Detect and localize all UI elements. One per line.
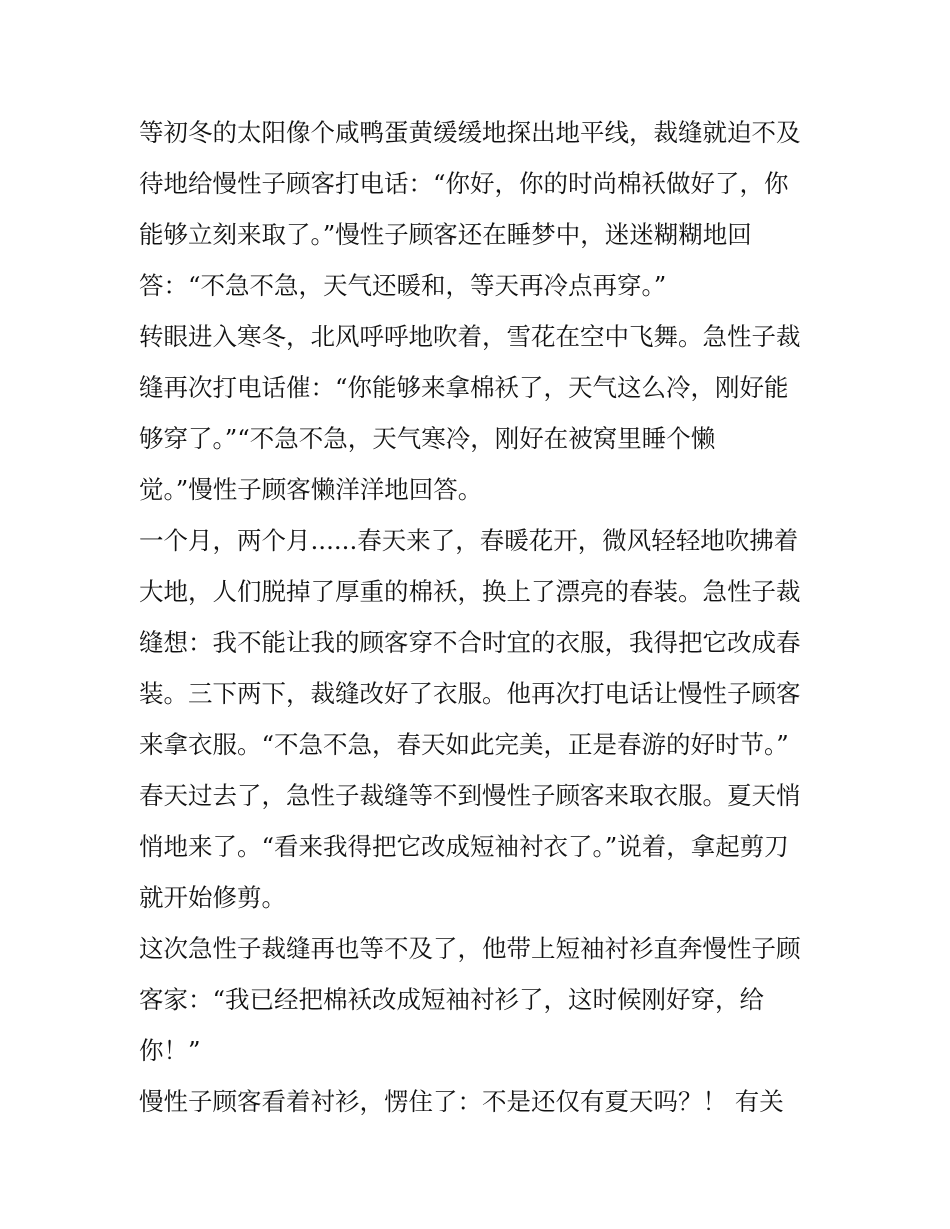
text-line: 等初冬的太阳像个咸鸭蛋黄缓缓地探出地平线，裁缝就迫不及 bbox=[139, 118, 801, 147]
text-line: 答：“不急不急，天气还暖和，等天再冷点再穿。” bbox=[139, 271, 667, 300]
text-line: 缝想：我不能让我的顾客穿不合时宜的衣服，我得把它改成春 bbox=[139, 628, 801, 657]
text-line: 待地给慢性子顾客打电话：“你好，你的时尚棉袄做好了，你 bbox=[139, 169, 789, 198]
text-line: 慢性子顾客看着衬衫，愣住了：不是还仅有夏天吗？！ 有关 bbox=[139, 1087, 784, 1116]
text-line: 悄地来了。“看来我得把它改成短袖衬衣了。”说着，拿起剪刀 bbox=[139, 832, 789, 861]
text-line: 春天过去了，急性子裁缝等不到慢性子顾客来取衣服。夏天悄 bbox=[139, 781, 801, 810]
text-line: 你！” bbox=[139, 1036, 201, 1065]
text-line: 够穿了。”“不急不急，天气寒冷，刚好在被窝里睡个懒 bbox=[139, 424, 716, 453]
text-line: 缝再次打电话催：“你能够来拿棉袄了，天气这么冷，刚好能 bbox=[139, 373, 789, 402]
text-line: 客家：“我已经把棉袄改成短袖衬衫了，这时候刚好穿，给 bbox=[139, 985, 765, 1014]
text-line: 大地，人们脱掉了厚重的棉袄，换上了漂亮的春装。急性子裁 bbox=[139, 577, 801, 606]
text-line: 一个月，两个月......春天来了，春暖花开，微风轻轻地吹拂着 bbox=[139, 526, 799, 555]
text-line: 觉。”慢性子顾客懒洋洋地回答。 bbox=[139, 475, 483, 504]
text-line: 转眼进入寒冬，北风呼呼地吹着，雪花在空中飞舞。急性子裁 bbox=[139, 322, 801, 351]
text-line: 这次急性子裁缝再也等不及了，他带上短袖衬衫直奔慢性子顾 bbox=[139, 934, 801, 963]
text-line: 来拿衣服。“不急不急，春天如此完美，正是春游的好时节。” bbox=[139, 730, 789, 759]
text-line: 装。三下两下，裁缝改好了衣服。他再次打电话让慢性子顾客 bbox=[139, 679, 801, 708]
text-line: 就开始修剪。 bbox=[139, 883, 286, 912]
text-line: 能够立刻来取了。”慢性子顾客还在睡梦中，迷迷糊糊地回 bbox=[139, 220, 752, 249]
story-text-block bbox=[139, 107, 819, 1127]
